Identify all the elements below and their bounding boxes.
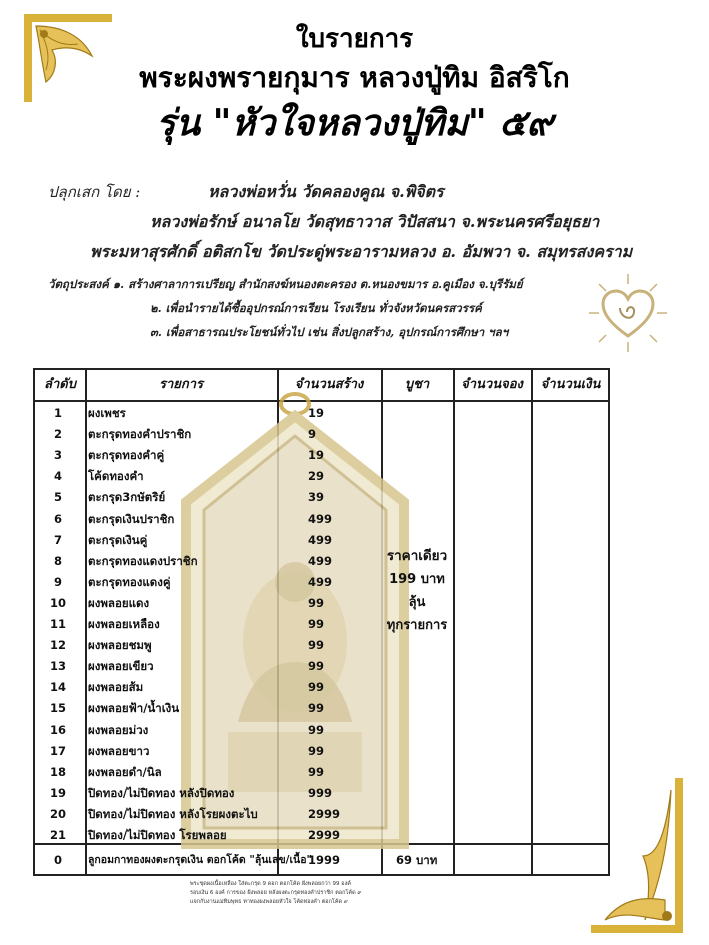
row-number: 20 bbox=[49, 806, 66, 821]
blessed-by-label: ปลุกเสก โดย : bbox=[48, 183, 141, 201]
header-qty: จำนวนสร้าง bbox=[294, 377, 364, 392]
row-number: 14 bbox=[49, 680, 66, 695]
row-item: ผงเพชร bbox=[88, 406, 126, 420]
header-no: ลำดับ bbox=[44, 377, 76, 392]
row-quantity: 99 bbox=[308, 659, 325, 674]
row-quantity: 9 bbox=[308, 427, 317, 442]
row-number: 13 bbox=[49, 659, 66, 674]
row-item: ตะกรุดทองแดงปราชิก bbox=[88, 553, 198, 568]
row-number: 4 bbox=[53, 469, 62, 484]
last-row-no: 0 bbox=[53, 853, 62, 867]
last-row-qty: 1999 bbox=[308, 853, 341, 867]
row-number: 15 bbox=[49, 701, 66, 716]
row-item: ผงพลอยส้ม bbox=[88, 680, 144, 695]
row-item: ผงพลอยฟ้า/น้ำเงิน bbox=[88, 701, 180, 716]
row-number: 3 bbox=[53, 448, 62, 463]
row-number: 8 bbox=[53, 553, 62, 568]
row-item: ตะกรุดทองแดงคู่ bbox=[88, 574, 171, 589]
row-number: 11 bbox=[49, 617, 66, 631]
last-row-item: ลูกอมกาทองผงตะกรุดเงิน ตอกโค้ด "ลุ้นเลข/เนื้อ" bbox=[88, 854, 313, 866]
heart-logo-icon bbox=[587, 272, 669, 354]
row-quantity: 499 bbox=[308, 532, 333, 547]
row-item: ผงพลอยดำ/นิล bbox=[88, 764, 162, 779]
row-quantity: 99 bbox=[308, 638, 325, 653]
row-item: ปิดทอง/ไม่ปิดทอง โรยพลอย bbox=[88, 828, 227, 842]
amulet-name: พระผงพรายกุมาร หลวงปู่ทิม อิสริโก bbox=[139, 61, 570, 94]
row-number: 6 bbox=[53, 511, 62, 526]
row-quantity: 99 bbox=[308, 701, 325, 716]
objective-2: ๒. เพื่อนำรายได้ซื้ออุปกรณ์การเรียน โรงเรียน ทั่วจังหวัดนครสวรรค์ bbox=[150, 301, 482, 315]
row-item: ผงพลอยม่วง bbox=[88, 722, 149, 737]
row-number: 7 bbox=[53, 532, 62, 547]
row-number: 21 bbox=[49, 828, 66, 842]
edition-name: รุ่น "หัวใจหลวงปู่ทิม" ๕๙ bbox=[156, 102, 553, 144]
objective-1: วัตถุประสงค์ ๑. สร้างศาลาการเปรียญ สำนักสงฆ์หนองตะครอง ต.หนองขมาร อ.คูเมือง จ.บุรีรัมย์ bbox=[48, 277, 523, 291]
row-item: ตะกรุดเงินคู่ bbox=[88, 532, 148, 547]
row-quantity: 499 bbox=[308, 574, 333, 589]
footnote-2: รอบเงิน 6 องค์ การของ ฝังพลอย หลังผงตะกรุดทองคำปราชิก ตอกโค้ด ๙ bbox=[190, 890, 362, 896]
price-note-line2: 199 บาท bbox=[389, 572, 445, 587]
row-quantity: 499 bbox=[308, 553, 333, 568]
row-quantity: 29 bbox=[308, 469, 325, 484]
price-note-line3: ลุ้น bbox=[408, 595, 426, 610]
footnote-3: แจกกับงานแม่ทิมพุทธ ทาทองผงพลอยหัวใจ โค้ดทองคำ ตอกโค้ด ๙ bbox=[190, 899, 348, 905]
row-number: 18 bbox=[49, 764, 66, 779]
row-quantity: 99 bbox=[308, 743, 325, 758]
row-item: ปิดทอง/ไม่ปิดทอง หลังโรยผงตะไบ bbox=[88, 806, 258, 821]
row-item: ผงพลอยแดง bbox=[88, 595, 150, 610]
row-item: โค้ดทองคำ bbox=[88, 469, 144, 484]
header-amount: จำนวนเงิน bbox=[540, 377, 601, 392]
row-quantity: 39 bbox=[308, 490, 325, 505]
row-item: ผงพลอยเขียว bbox=[88, 659, 154, 674]
row-quantity: 99 bbox=[308, 680, 325, 695]
header-price: บูชา bbox=[404, 377, 430, 392]
row-quantity: 99 bbox=[308, 617, 325, 631]
row-number: 1 bbox=[53, 406, 62, 420]
row-number: 2 bbox=[53, 427, 62, 442]
row-quantity: 19 bbox=[308, 448, 325, 463]
row-number: 12 bbox=[49, 638, 66, 653]
row-item: ตะกรุดทองคำคู่ bbox=[88, 448, 165, 463]
row-quantity: 499 bbox=[308, 511, 333, 526]
row-item: ตะกรุดทองคำปราชิก bbox=[88, 427, 192, 442]
row-quantity: 99 bbox=[308, 764, 325, 779]
row-number: 5 bbox=[53, 490, 62, 505]
price-note-line4: ทุกรายการ bbox=[386, 618, 448, 633]
row-number: 9 bbox=[53, 574, 62, 589]
footnote-1: พระชุดผงเนื้อเหลือง ใส่ตะกรุด 9 ดอก ตอกโค้ด ฝังพลอยกว่า 99 องค์ bbox=[190, 881, 351, 887]
monk-1: หลวงพ่อหวั่น วัดคลองคูณ จ.พิจิตร bbox=[208, 182, 444, 201]
row-quantity: 999 bbox=[308, 785, 333, 800]
price-note-line1: ราคาเดียว bbox=[386, 548, 448, 564]
document-title: ใบรายการ bbox=[295, 24, 414, 54]
row-number: 17 bbox=[49, 743, 66, 758]
row-item: ผงพลอยขาว bbox=[88, 743, 150, 758]
header-reserved: จำนวนจอง bbox=[461, 377, 523, 392]
row-item: ปิดทอง/ไม่ปิดทอง หลังปิดทอง bbox=[88, 785, 235, 800]
row-number: 16 bbox=[49, 722, 66, 737]
row-item: ผงพลอยชมพู bbox=[88, 638, 152, 653]
monk-3: พระมหาสุรศักดิ์ อติสกโข วัดประดู่พระอารามหลวง อ. อัมพวา จ. สมุทรสงคราม bbox=[90, 242, 633, 261]
row-item: ตะกรุดเงินปราชิก bbox=[88, 511, 175, 526]
row-quantity: 99 bbox=[308, 722, 325, 737]
price-note bbox=[381, 545, 453, 637]
row-quantity: 19 bbox=[308, 406, 325, 420]
last-row-price: 69 บาท bbox=[396, 853, 438, 867]
monk-2: หลวงพ่อรักษ์ อนาลโย วัดสุทธาวาส วิปัสสนา จ.พระนครศรีอยุธยา bbox=[150, 212, 600, 231]
row-item: ตะกรุด3กษัตริย์ bbox=[88, 490, 166, 505]
objective-3: ๓. เพื่อสาธารณประโยชน์ทั่วไป เช่น สิ่งปลูกสร้าง, อุปกรณ์การศึกษา ฯลฯ bbox=[150, 325, 509, 339]
row-item: ผงพลอยเหลือง bbox=[88, 617, 160, 631]
row-number: 10 bbox=[49, 595, 66, 610]
header-item: รายการ bbox=[158, 377, 204, 392]
row-quantity: 2999 bbox=[308, 828, 341, 842]
row-quantity: 2999 bbox=[308, 806, 341, 821]
row-number: 19 bbox=[49, 785, 66, 800]
row-quantity: 99 bbox=[308, 595, 325, 610]
